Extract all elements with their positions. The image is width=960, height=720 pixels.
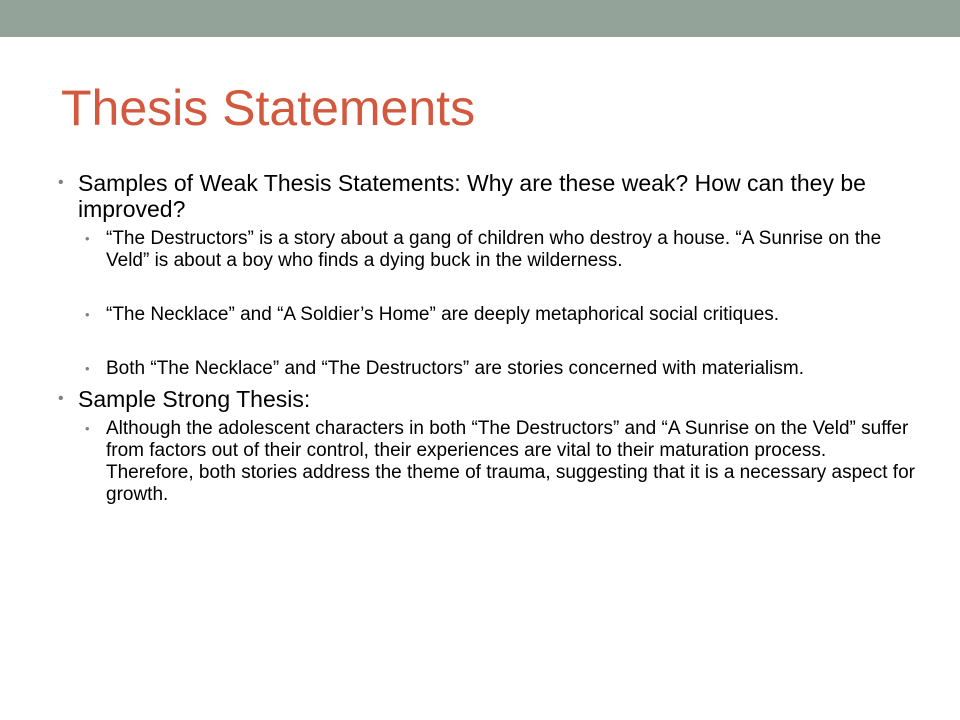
bullet-text: “The Necklace” and “A Soldier’s Home” are deeply metaphorical social critiques. — [106, 304, 780, 325]
bullet-text: Sample Strong Thesis: — [78, 386, 311, 412]
bullet-weak-sample-1 — [58, 228, 918, 272]
bullet-icon: • — [85, 231, 90, 246]
bullet-icon: • — [85, 361, 90, 376]
bullet-icon: • — [85, 421, 90, 436]
bullet-text: Although the adolescent characters in both “The Destructors” and “A Sunrise on the Veld” suffer from factors out of their control, their experiences are vital to their maturation process. Therefore, both stories address the theme of trauma, suggesting that it is a necessary aspect for growth. — [106, 418, 915, 505]
bullet-weak-sample-3 — [58, 358, 918, 380]
bullet-strong-sample-heading — [58, 386, 918, 412]
bullet-weak-sample-2 — [58, 304, 918, 326]
bullet-text: “The Destructors” is a story about a gang of children who destroy a house. “A Sunrise on the Veld” is about a boy who finds a dying buck in the wilderness. — [106, 228, 882, 271]
bullet-weak-samples-heading — [58, 170, 918, 222]
bullet-icon: • — [85, 307, 90, 322]
top-accent-bar — [0, 0, 960, 37]
bullet-icon: • — [58, 390, 64, 407]
bullet-strong-sample-1 — [58, 418, 918, 506]
slide-body — [58, 170, 918, 506]
slide-title: Thesis Statements — [61, 80, 476, 136]
bullet-icon: • — [58, 174, 64, 191]
bullet-text: Both “The Necklace” and “The Destructors” are stories concerned with materialism. — [106, 358, 804, 379]
bullet-text: Samples of Weak Thesis Statements: Why are these weak? How can they be improved? — [78, 170, 866, 222]
